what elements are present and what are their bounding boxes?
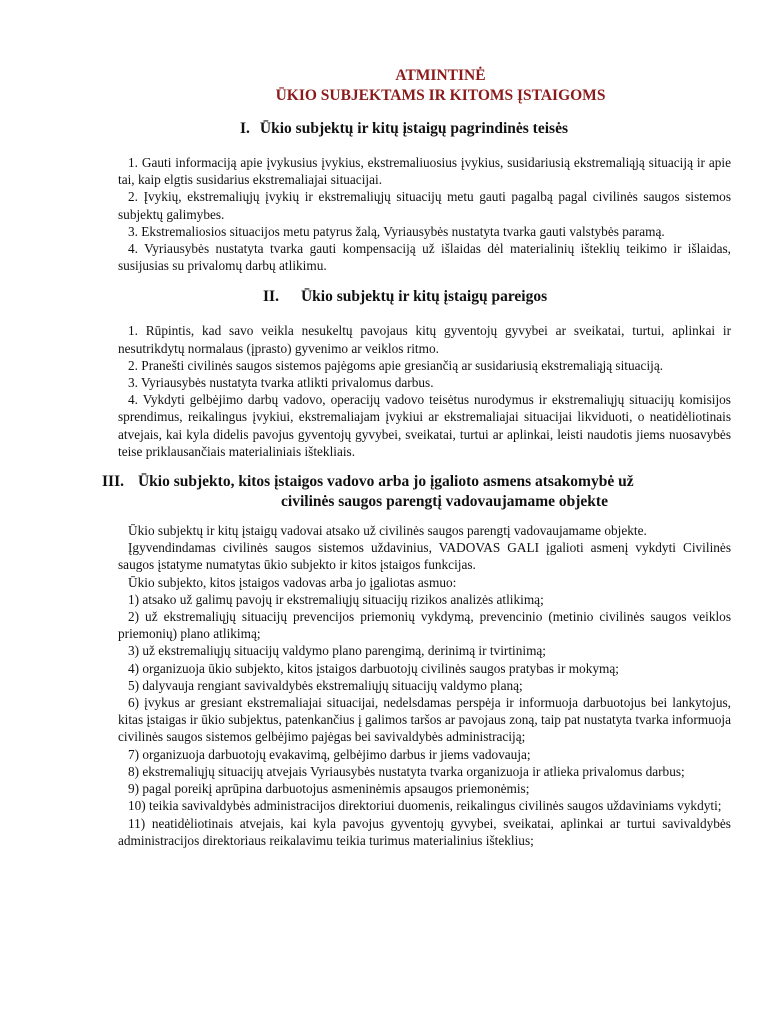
section-2-paragraph: 1. Rūpintis, kad savo veikla nesukeltų pavojaus kitų gyventojų gyvybei ar sveikatai, turtui, aplinkai ir nesutrikdytų normalaus (įprasto) gyvenimo ar veiklos ritmo. bbox=[118, 323, 731, 356]
section-3-heading bbox=[102, 472, 731, 492]
section-3-numeral: III. bbox=[102, 473, 124, 491]
section-3-body bbox=[118, 522, 731, 849]
section-1-numeral: I. bbox=[240, 120, 250, 137]
section-1-paragraph: 4. Vyriausybės nustatyta tvarka gauti kompensaciją už išlaidas dėl materialinių išteklių teikimo ir išlaidas, susijusias su privalomų darbų atlikimu. bbox=[118, 241, 731, 274]
section-2-paragraph: 3. Vyriausybės nustatyta tvarka atlikti privalomus darbus. bbox=[128, 375, 434, 391]
section-3-list-item: 6) įvykus ar gresiant ekstremaliajai situacijai, nedelsdamas perspėja ir informuoja darbuotojus bei lankytojus, kitas įstaigas ir ūkio subjektus, patenkančius į galimos taršos ar pavojaus zoną, taip pat nustatyta tvarka informuoja civilinės saugos sistemos gelbėjimo pajėgas bei savivaldybės administraciją; bbox=[118, 695, 731, 745]
section-2-body bbox=[118, 322, 731, 460]
document-subtitle: ŪKIO SUBJEKTAMS IR KITOMS ĮSTAIGOMS bbox=[275, 87, 606, 104]
section-3-list-item: 2) už ekstremaliųjų situacijų prevencijos priemonių vykdymą, prevencinio (metinio civilinės saugos veiklos priemonių) plano atlikimą; bbox=[118, 609, 731, 642]
section-1-body bbox=[118, 154, 731, 274]
section-1-paragraph: 1. Gauti informaciją apie įvykusius įvykius, ekstremaliuosius įvykius, susidariusią ekstremaliąją situaciją ir apie tai, kaip elgtis susidarius ekstremaliajai situacijai. bbox=[118, 155, 731, 188]
section-1-paragraph: 3. Ekstremaliosios situacijos metu patyrus žalą, Vyriausybės nustatyta tvarka gauti valstybės paramą. bbox=[128, 223, 665, 239]
section-3-list-item: 1) atsako už galimų pavojų ir ekstremaliųjų situacijų rizikos analizės atlikimą; bbox=[128, 591, 544, 607]
section-3-list-item: 11) neatidėliotinais atvejais, kai kyla pavojus gyventojų gyvybei, sveikatai, aplinkai ar turtui savivaldybės administracijos direktoriaus reikalavimu teikia turimus materialinius išteklius; bbox=[118, 815, 731, 848]
section-3-list-item: 4) organizuoja ūkio subjekto, kitos įstaigos darbuotojų civilinės saugos pratybas ir mokymą; bbox=[128, 660, 619, 676]
section-3-paragraph: Įgyvendindamas civilinės saugos sistemos uždavinius, VADOVAS GALI įgalioti asmenį vykdyti Civilinės saugos įstatyme numatytas ūkio subjekto ir kitos įstaigos funkcijas. bbox=[118, 540, 731, 573]
section-3-paragraph: Ūkio subjekto, kitos įstaigos vadovas arba jo įgaliotas asmuo: bbox=[128, 574, 457, 590]
section-2-paragraph: 2. Pranešti civilinės saugos sistemos pajėgoms apie gresiančią ar susidariusią ekstremaliąją situaciją. bbox=[128, 357, 664, 373]
section-2-paragraph: 4. Vykdyti gelbėjimo darbų vadovo, operacijų vadovo teisėtus nurodymus ir ekstremaliųjų situacijų komisijos sprendimus, reikalingus įvykiui, ekstremaliajam įvykiui ar ekstremaliajai situacijai likviduoti, o neatidėliotinais atvejais, kai kyla didelis pavojus gyventojų gyvybei, sveikatai, turtui ar aplinkai, leisti naudotis jiems nuosavybės teise priklausančiais materialiniais ištekliais. bbox=[118, 392, 731, 459]
section-3-list-item: 9) pagal poreikį aprūpina darbuotojus asmeninėmis apsaugos priemonėmis; bbox=[128, 781, 530, 797]
section-1-heading bbox=[240, 119, 731, 139]
section-3-list-item: 10) teikia savivaldybės administracijos direktoriui duomenis, reikalingus civilinės saugos uždaviniams vykdyti; bbox=[128, 798, 722, 814]
section-1-title: Ūkio subjektų ir kitų įstaigų pagrindinės teisės bbox=[259, 120, 568, 137]
section-3-list-item: 7) organizuoja darbuotojų evakavimą, gelbėjimo darbus ir jiems vadovauja; bbox=[128, 746, 531, 762]
section-3-list-item: 5) dalyvauja rengiant savivaldybės ekstremaliųjų situacijų valdymo planą; bbox=[128, 677, 523, 693]
section-3-list-item: 3) už ekstremaliųjų situacijų valdymo plano parengimą, derinimą ir tvirtinimą; bbox=[128, 643, 547, 659]
document-content bbox=[102, 66, 731, 849]
document-title: ATMINTINĖ bbox=[395, 67, 486, 84]
section-2-heading bbox=[263, 287, 731, 307]
section-1-paragraph: 2. Įvykių, ekstremaliųjų įvykių ir ekstremaliųjų situacijų metu gauti pagalbą pagal civilinės saugos sistemos subjektų galimybes. bbox=[118, 189, 731, 222]
section-2-numeral: II. bbox=[263, 288, 279, 306]
section-3-title-line1: Ūkio subjekto, kitos įstaigos vadovo arba jo įgalioto asmens atsakomybė už bbox=[137, 473, 634, 491]
section-3-title-line2: civilinės saugos parengtį vadovaujamame objekte bbox=[281, 493, 608, 511]
section-3-paragraph: Ūkio subjektų ir kitų įstaigų vadovai atsako už civilinės saugos parengtį vadovaujamame objekte. bbox=[128, 523, 647, 539]
section-3-list-item: 8) ekstremaliųjų situacijų atvejais Vyriausybės nustatyta tvarka organizuoja ir atlieka privalomus darbus; bbox=[128, 763, 685, 779]
section-2-title: Ūkio subjektų ir kitų įstaigų pareigos bbox=[300, 288, 548, 306]
